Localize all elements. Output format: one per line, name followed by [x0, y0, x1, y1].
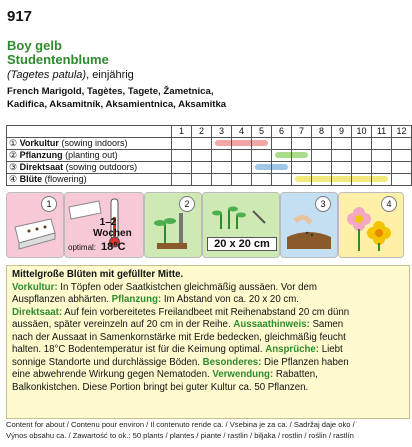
- row-title: Pflanzung: [19, 149, 63, 160]
- calendar-row-vorkultur: [7, 137, 412, 149]
- foreign-names-line-2: Kadifica, Aksamitník, Aksamientnica, Aksamitka: [7, 98, 227, 110]
- row-number: ②: [9, 149, 18, 160]
- foreign-names-line-1: French Marigold, Tagètes, Tagete, Žametnica,: [7, 86, 214, 97]
- heading-verwendung: Verwendung:: [212, 369, 274, 380]
- heading-direktsaat: Direktsaat:: [12, 306, 63, 318]
- heading-besonderes: Besonderes:: [202, 356, 262, 368]
- spacing-label: 20 x 20 cm: [207, 237, 277, 251]
- calendar-bar-segment: [272, 164, 288, 170]
- row-label: [7, 173, 172, 185]
- month-2: 2: [192, 126, 212, 138]
- content-amount-footer: [6, 419, 406, 441]
- text-besonderes-a: Die Pflanzen haben: [261, 356, 349, 368]
- text-direktsaat-a: Auf fein vorbereitetes Freilandbeet mit Reihenabstand 20 cm dünn: [62, 306, 350, 318]
- step-badge: 2: [179, 196, 195, 212]
- text-aussaathinweis-a: Samen: [309, 319, 344, 330]
- optimal-temperature: 18°C: [101, 241, 126, 253]
- month-7: 7: [292, 126, 312, 138]
- row-note: (flowering): [44, 173, 87, 184]
- weeks-label: Wochen: [93, 228, 132, 239]
- month-9: 9: [332, 126, 352, 138]
- product-number: 917: [7, 8, 33, 25]
- month-11: 11: [372, 126, 392, 138]
- instructions-body: [12, 282, 404, 395]
- row-label: [7, 161, 172, 173]
- calendar-row-pflanzung: [7, 149, 412, 161]
- calendar-row-direktsaat: [7, 161, 412, 173]
- panel-sowing-indoors: [6, 192, 64, 258]
- text-ansprueche-a: Liebt: [319, 344, 343, 355]
- row-label: [7, 137, 172, 149]
- row-label: [7, 149, 172, 161]
- row-title: Direktsaat: [19, 161, 64, 172]
- calendar-row-bluete: [7, 173, 412, 185]
- panel-germination: [64, 192, 144, 258]
- cultivation-instructions: [6, 265, 410, 419]
- calendar-bar-segment: [215, 140, 231, 146]
- text-aussaathinweis-b: nach der Aussaat in Samenkornstärke mit Erde bedecken, gleichmäßig feucht: [12, 331, 346, 343]
- step-badge: 1: [41, 196, 57, 212]
- row-title: Vorkultur: [19, 137, 59, 148]
- text-vorkultur-a: In Töpfen oder Saatkistchen gleichmäßig aussäen. Vor dem: [57, 281, 317, 293]
- heading-pflanzung: Pflanzung:: [111, 294, 162, 305]
- month-12: 12: [392, 126, 412, 138]
- optimal-label: optimal:: [68, 243, 97, 252]
- panel-planting-out: [202, 192, 280, 258]
- foreign-names: [7, 86, 403, 111]
- row-number: ③: [9, 161, 18, 172]
- weeks-range: 1–2: [99, 217, 117, 228]
- plant-name: Studentenblume: [7, 52, 109, 67]
- calendar-bar-segment: [312, 176, 331, 182]
- row-note: (planting out): [65, 149, 118, 160]
- text-ansprueche-b: sonnige Standorte und durchlässige Böden.: [12, 356, 203, 368]
- text-pflanzung: Im Abstand von ca. 20 x 20 cm.: [161, 294, 300, 305]
- row-number: ④: [9, 173, 18, 184]
- month-5: 5: [252, 126, 272, 138]
- month-4: 4: [232, 126, 252, 138]
- calendar-bar-segment: [295, 176, 311, 182]
- text-verwendung-a: Rabatten,: [273, 369, 318, 380]
- calendar-bar-segment: [255, 164, 271, 170]
- calendar-bar-segment: [292, 152, 308, 158]
- panel-flowering: [338, 192, 404, 258]
- step-badge: 3: [315, 196, 331, 212]
- row-note: (sowing outdoors): [65, 161, 138, 172]
- month-3: 3: [212, 126, 232, 138]
- description-heading: Mittelgroße Blüten mit gefüllter Mitte.: [12, 269, 184, 280]
- text-besonderes-b: eine abwehrende Wirkung gegen Nematoden.: [12, 369, 213, 380]
- text-vorkultur-b: Auspflanzen abhärten.: [12, 294, 112, 305]
- footer-line-2: Výnos obsahu ca. / Zawartość to ok.: 50 plants / plantes / piante / rastlin / biljaka / rostlin / roślin / rastlín: [6, 431, 354, 440]
- heading-ansprueche: Ansprüche:: [265, 344, 320, 355]
- calendar-bar-segment: [275, 152, 291, 158]
- text-aussaathinweis-c: halten. 18°C Bodentemperatur ist für die Keimung optimal.: [12, 344, 266, 355]
- text-verwendung-b: Balkonkistchen. Diese Portion bringt bei guter Kultur ca. 50 Pflanzen.: [12, 381, 309, 393]
- heading-aussaathinweis: Aussaathinweis:: [233, 319, 310, 330]
- step-badge: 4: [381, 196, 397, 212]
- calendar-bar-segment: [332, 176, 351, 182]
- variety-name: Boy gelb: [7, 38, 62, 53]
- latin-name: (Tagetes patula): [7, 69, 87, 81]
- sowing-calendar: [6, 125, 412, 186]
- calendar-header-row: [7, 126, 412, 138]
- month-10: 10: [352, 126, 372, 138]
- month-1: 1: [172, 126, 192, 138]
- annual-label: , einjährig: [86, 69, 134, 81]
- instruction-illustrations: [6, 192, 404, 260]
- calendar-corner: [7, 126, 172, 138]
- panel-direct-sowing: [280, 192, 338, 258]
- row-note: (sowing indoors): [61, 137, 128, 148]
- month-8: 8: [312, 126, 332, 138]
- heading-vorkultur: Vorkultur:: [12, 281, 58, 293]
- variety-title: [7, 39, 109, 67]
- latin-name-line: [7, 69, 134, 81]
- calendar-bar-segment: [232, 140, 251, 146]
- month-6: 6: [272, 126, 292, 138]
- text-direktsaat-b: aussäen, später vereinzeln auf 20 cm in der Reihe.: [12, 319, 234, 330]
- footer-line-1: Content for about / Contenu pour environ / Il contenuto rende ca. / Vsebina je za ca. / Sadržaj daje oko /: [6, 420, 355, 429]
- calendar-bar-segment: [352, 176, 371, 182]
- row-number: ①: [9, 137, 18, 148]
- calendar-bar-segment: [372, 176, 388, 182]
- panel-pricking-out: [144, 192, 202, 258]
- row-title: Blüte: [19, 173, 43, 184]
- calendar-bar-segment: [252, 140, 268, 146]
- germination-duration: [93, 217, 132, 239]
